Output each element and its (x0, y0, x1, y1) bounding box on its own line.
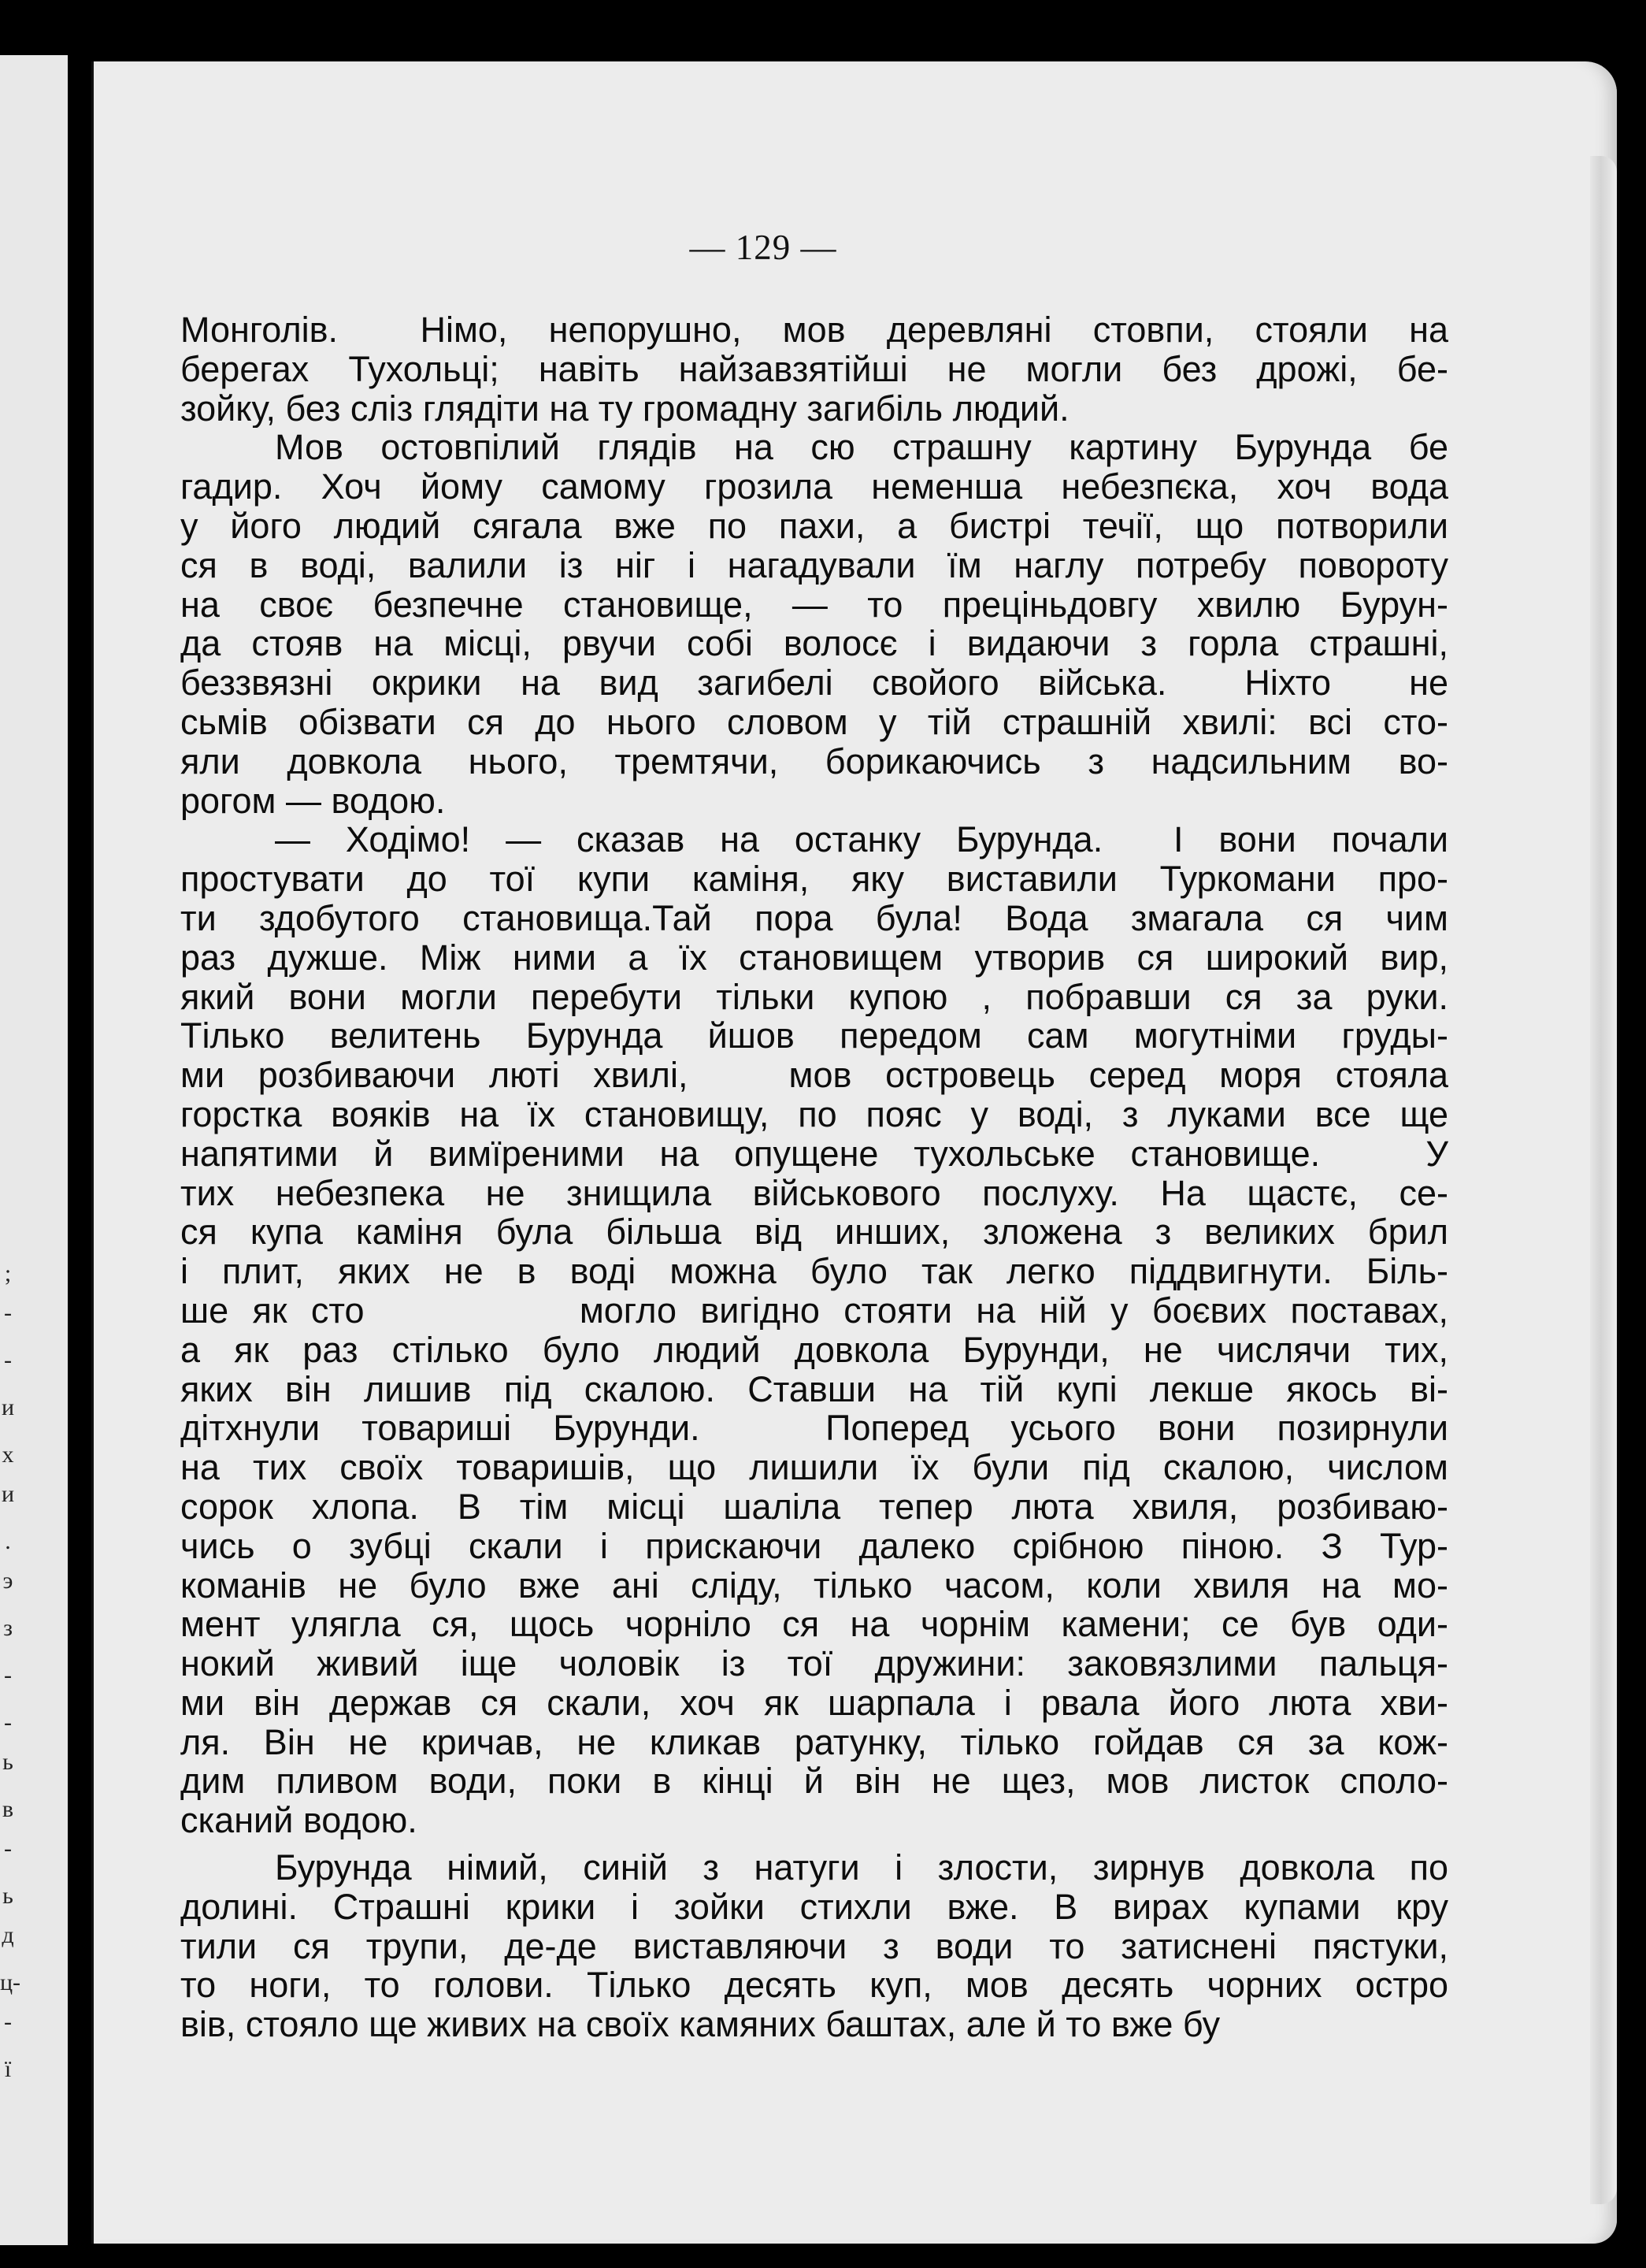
previous-page-glyph: ь (2, 1749, 13, 1775)
paragraph (180, 1848, 1448, 2044)
text-line: вів, стояло ще живих на своїх камяних баштах, але й то вже бу (180, 2005, 1221, 2045)
paragraph (180, 820, 1448, 1840)
text-line: сьмів обізвати ся до нього словом у тій страшній хвилі: всі сто- (180, 702, 1448, 742)
text-line: да стояв на місці, рвучи собі волосє і видаючи з горла страшні, (180, 624, 1448, 664)
paragraph (180, 428, 1448, 820)
text-line: зойку, без сліз глядіти на ту громадну загибіль людий. (180, 388, 1070, 429)
previous-page-edge (0, 55, 71, 2245)
paragraph (180, 310, 1448, 428)
text-line: ми розбиваючи люті хвилі, мов островець серед моря стояла (180, 1056, 1448, 1095)
text-line: простувати до тої купи каміня, яку виставили Туркомани про- (180, 859, 1448, 899)
previous-page-glyph: ь (2, 1883, 13, 1909)
previous-page-glyph: д (2, 1922, 14, 1948)
previous-page-glyph: з (3, 1615, 13, 1641)
text-line: раз дужше. Між ними а їх становищем утворив ся широкий вир, (180, 937, 1448, 978)
text-line: на своє безпечне становище, — то преціньдовгу хвилю Бурун- (180, 585, 1448, 625)
text-line: ся купа каміня була більша від инших, зложена з великих брил (180, 1212, 1448, 1253)
body-text (180, 310, 1448, 2044)
text-line: тили ся трупи, де-де виставляючи з води то затиснені пястуки, (180, 1926, 1448, 1966)
previous-page-glyph: - (4, 1709, 12, 1735)
text-line: а як раз стілько було людий довкола Бурунди, не числячи тих, (180, 1330, 1448, 1370)
text-line: яких він лишив під скалою. Ставши на тій купі лекше якось ві- (180, 1369, 1448, 1409)
previous-page-glyph: . (5, 1528, 11, 1554)
text-line: тих небезпека не знищила військового послуху. На щастє, се- (180, 1173, 1448, 1213)
text-line: дим пливом води, поки в кінці й він не щез, мов листок споло- (180, 1761, 1448, 1802)
text-line: ся в воді, валили із ніг і нагадували їм наглу потребу повороту (180, 545, 1448, 585)
text-line: гадир. Хоч йому самому грозила неменша небезпєка, хоч вода (180, 467, 1448, 507)
text-line: сканий водою. (180, 1801, 417, 1841)
text-line: і плит, яких не в воді можна було так легко піддвигнути. Біль- (180, 1252, 1448, 1291)
text-line: команів не було вже ані сліду, тілько часом, коли хвиля на мо- (180, 1565, 1448, 1605)
text-line: ти здобутого становища.Тай пора була! Вода змагала ся чим (180, 898, 1448, 938)
text-line: чись о зубці скали і прискаючи далеко срібною піною. З Тур- (180, 1526, 1448, 1566)
text-line: беззвязні окрики на вид загибелі свойого війська. Ніхто не (180, 663, 1448, 703)
text-line: який вони могли перебути тільки купою , побравши ся за руки. (180, 977, 1448, 1017)
previous-page-glyph: - (4, 1300, 12, 1326)
text-line: у його людий сягала вже по пахи, а бистрі течії, що потворили (180, 506, 1448, 546)
text-line: то ноги, то голови. Тілько десять куп, мов десять чорних остро (180, 1965, 1448, 2006)
previous-page-glyph: и (1, 1481, 15, 1507)
text-line: рогом — водою. (180, 781, 446, 821)
previous-page-glyph: - (4, 1347, 12, 1373)
page-edge-shadow (1590, 156, 1617, 2204)
text-line: сорок хлопа. В тім місці шаліла тепер люта хвиля, розбиваю- (180, 1487, 1448, 1527)
previous-page-glyph: ї (4, 2056, 12, 2082)
text-line: дітхнули товариші Бурунди. Поперед усього вони позирнули (180, 1409, 1448, 1449)
previous-page-glyph: - (4, 1836, 12, 1862)
previous-page-glyph: - (4, 1662, 12, 1688)
text-line: мент улягла ся, щось чорніло ся на чорнім камени; се був оди- (180, 1605, 1448, 1645)
text-line: ше як сто могло вигідно стояти на ній у боєвих поставах, (180, 1290, 1448, 1331)
text-line: на тих своїх товаришів, що лишили їх були під скалою, числом (180, 1448, 1448, 1487)
text-line: Мов остовпілий глядів на сю страшну картину Бурунда бе (275, 428, 1448, 468)
text-line: яли довкола нього, тремтячи, борикаючись з надсильним во- (180, 741, 1448, 781)
book-gutter (68, 47, 91, 2253)
text-line: Монголів. Німо, непорушно, мов деревляні стовпи, стояли на (180, 310, 1448, 350)
previous-page-glyph: х (2, 1442, 14, 1468)
previous-page-glyph: ; (4, 1260, 12, 1286)
text-line: — Ходімо! — сказав на останку Бурунда. І вони почали (275, 820, 1448, 860)
text-line: ми він держав ся скали, хоч як шарпала і рвала його люта хви- (180, 1683, 1448, 1723)
previous-page-glyph: и (1, 1394, 15, 1420)
previous-page-glyph: ц- (0, 1969, 21, 1995)
page-number: — 129 — (689, 228, 837, 267)
text-line: Тілько велитень Бурунда йшов передом сам могутніми груды- (180, 1016, 1448, 1056)
book-page (91, 61, 1617, 2244)
previous-page-glyph: э (2, 1568, 13, 1594)
text-line: напятими й вимїреними на опущене тухольське становище. У (180, 1134, 1448, 1174)
text-line: Бурунда німий, синій з натуги і злости, зирнув довкола по (275, 1848, 1448, 1888)
previous-page-glyph: в (2, 1796, 14, 1822)
previous-page-glyph: - (4, 2009, 12, 2035)
text-line: долині. Страшні крики і зойки стихли вже. В вирах купами кру (180, 1887, 1448, 1927)
text-line: нокий живий іще чоловік із тої дружини: заковязлими пальця- (180, 1644, 1448, 1683)
text-line: горстка вояків на їх становищу, по пояс у воді, з луками все ще (180, 1094, 1448, 1134)
text-line: ля. Він не кричав, не кликав ратунку, тілько гойдав ся за кож- (180, 1722, 1448, 1762)
text-line: берегах Тухольці; навіть найзавзятійші не могли без дрожі, бе- (180, 349, 1448, 389)
